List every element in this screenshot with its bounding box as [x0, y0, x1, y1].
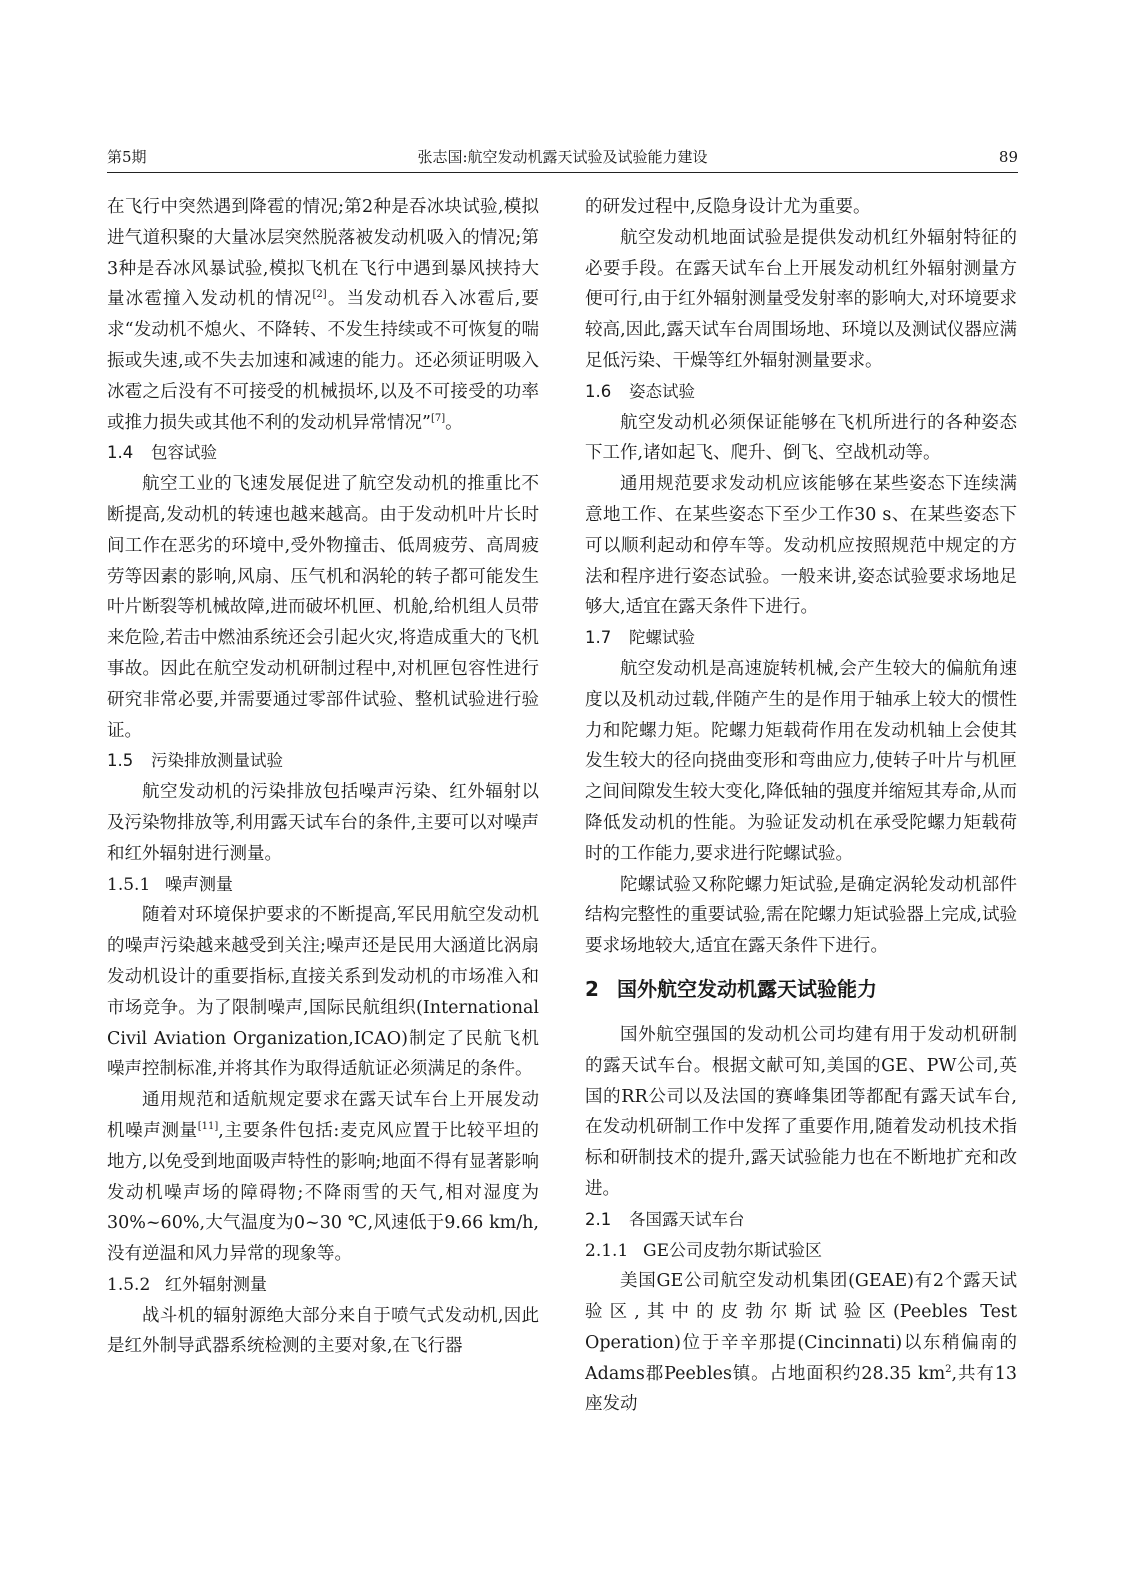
paragraph: 陀螺试验又称陀螺力矩试验,是确定涡轮发动机部件结构完整性的重要试验,需在陀螺力矩试验器上完成,试验要求场地较大,适宜在露天条件下进行。 — [585, 874, 1017, 957]
section-heading-2-1: 2.1 各国露天试车台 — [585, 1209, 745, 1229]
section-heading-1-5: 1.5 污染排放测量试验 — [107, 751, 283, 771]
header-rule — [107, 172, 1018, 173]
page-number: 89 — [998, 148, 1018, 166]
section-heading-2: 2 国外航空发动机露天试验能力 — [585, 976, 877, 1001]
subsection-heading-2-1-1: 2.1.1 GE公司皮勃尔斯试验区 — [585, 1240, 822, 1261]
issue-number: 第5期 — [107, 148, 147, 166]
paragraph: 航空发动机的污染排放包括噪声污染、红外辐射以及污染物排放等,利用露天试车台的条件,主要可以对噪声和红外辐射进行测量。 — [107, 782, 539, 864]
citation: [2] — [312, 289, 327, 301]
left-column — [107, 192, 539, 1362]
paragraph: 随着对环境保护要求的不断提高,军民用航空发动机的噪声污染越来越受到关注;噪声还是民用大涵道比涡扇发动机设计的重要指标,直接关系到发动机的市场准入和市场竞争。为了限制噪声,国际民航组织(International Civil Aviation Organization,ICAO)制定了民航飞机噪声控制标准,并将其作为取得适航证必须满足的条件。 — [107, 905, 539, 1080]
paragraph: 航空工业的飞速发展促进了航空发动机的推重比不断提高,发动机的转速也越来越高。由于发动机叶片长时间工作在恶劣的环境中,受外物撞击、低周疲劳、高周疲劳等因素的影响,风扇、压气机和涡轮的转子都可能发生叶片断裂等机械故障,进而破坏机匣、机舱,给机组人员带来危险,若击中燃油系统还会引起火灾,将造成重大的飞机事故。因此在航空发动机研制过程中,对机匣包容性进行研究非常必要,并需要通过零部件试验、整机试验进行验证。 — [107, 474, 539, 741]
section-heading-1-7: 1.7 陀螺试验 — [585, 628, 695, 648]
paragraph: 的研发过程中,反隐身设计尤为重要。 — [585, 197, 871, 217]
citation: [7] — [430, 412, 446, 424]
paragraph: 航空发动机是高速旋转机械,会产生较大的偏航角速度以及机动过载,伴随产生的是作用于轴承上较大的惯性力和陀螺力矩。陀螺力矩载荷作用在发动机轴上会使其发生较大的径向挠曲变形和弯曲应力,使转子叶片与机匣之间间隙发生较大变化,降低轴的强度并缩短其寿命,从而降低发动机的性能。为验证发动机在承受陀螺力矩载荷时的工作能力,要求进行陀螺试验。 — [585, 658, 1017, 864]
citation: [11] — [197, 1121, 219, 1133]
section-heading-1-6: 1.6 姿态试验 — [585, 381, 695, 401]
subsection-heading-1-5-2: 1.5.2 红外辐射测量 — [107, 1274, 267, 1295]
right-column — [585, 192, 1017, 1420]
running-title: 张志国:航空发动机露天试验及试验能力建设 — [417, 148, 708, 166]
paragraph: 国外航空强国的发动机公司均建有用于发动机研制的露天试车台。根据文献可知,美国的GE、PW公司,英国的RR公司以及法国的赛峰集团等都配有露天试车台,在发动机研制工作中发挥了重要作用,随着发动机技术指标和研制技术的提升,露天试验能力也在不断地扩充和改进。 — [585, 1024, 1017, 1199]
paragraph: 在飞行中突然遇到降雹的情况;第2种是吞冰块试验,模拟进气道积聚的大量冰层突然脱落被发动机吸入的情况;第3种是吞冰风暴试验,模拟飞机在飞行中遇到暴风挟持大量冰雹撞入发动机的情况[2]。当发动机吞入冰雹后,要求“发动机不熄火、不降转、不发生持续或不可恢复的喘振或失速,或不失去加速和减速的能力。还必须证明吸入冰雹之后没有不可接受的机械损坏,以及不可接受的功率或推力损失或其他不利的发动机异常情况”[7]。 — [107, 197, 540, 433]
paragraph: 通用规范和适航规定要求在露天试车台上开展发动机噪声测量[11],主要条件包括:麦克风应置于比较平坦的地方,以免受到地面吸声特性的影响;地面不得有显著影响发动机噪声场的障碍物;不降雨雪的天气,相对湿度为30%~60%,大气温度为0~30 ℃,风速低于9.66 km/h,没有逆温和风力异常的现象等。 — [107, 1090, 539, 1265]
paragraph: 战斗机的辐射源绝大部分来自于喷气式发动机,因此是红外制导武器系统检测的主要对象,在飞行器 — [107, 1305, 539, 1357]
paragraph: 通用规范要求发动机应该能够在某些姿态下连续满意地工作、在某些姿态下至少工作30 s、在某些姿态下可以顺利起动和停车等。发动机应按照规范中规定的方法和程序进行姿态试验。一般来讲,姿态试验要求场地足够大,适宜在露天条件下进行。 — [585, 474, 1017, 618]
paragraph: 美国GE公司航空发动机集团(GEAE)有2个露天试验区,其中的皮勃尔斯试验区(Peebles Test Operation)位于辛辛那提(Cincinnati)以东稍偏南的Adams郡Peebles镇。占地面积约28.35 $km^2$,共有13座发动 — [585, 1271, 1017, 1415]
paragraph: 航空发动机必须保证能够在飞机所进行的各种姿态下工作,诸如起飞、爬升、倒飞、空战机动等。 — [585, 412, 1017, 464]
paragraph: 航空发动机地面试验是提供发动机红外辐射特征的必要手段。在露天试车台上开展发动机红外辐射测量方便可行,由于红外辐射测量受发射率的影响大,对环境要求较高,因此,露天试车台周围场地、环境以及测试仪器应满足低污染、干燥等红外辐射测量要求。 — [585, 227, 1017, 371]
subsection-heading-1-5-1: 1.5.1 噪声测量 — [107, 874, 233, 895]
section-heading-1-4: 1.4 包容试验 — [107, 443, 217, 463]
